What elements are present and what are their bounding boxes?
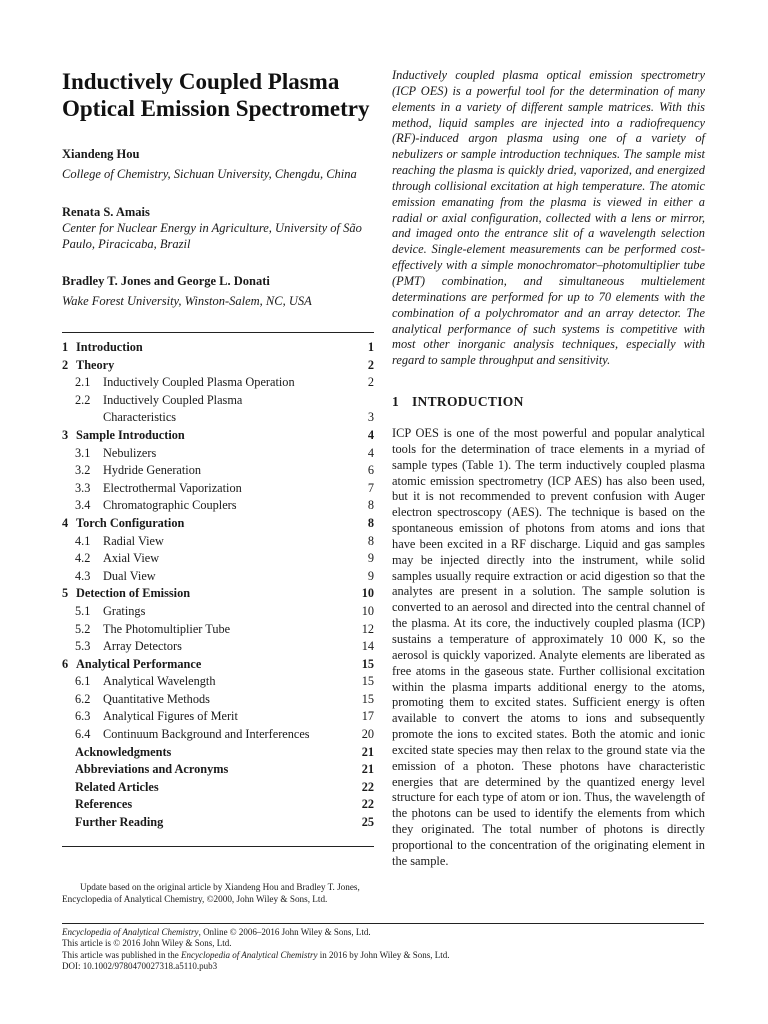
affiliation-2: Center for Nuclear Energy in Agriculture, University of São Paulo, Piracicaba, Brazil [62,221,362,251]
footer-line-1: Encyclopedia of Analytical Chemistry, Online © 2006–2016 John Wiley & Sons, Ltd. [62,927,371,937]
right-column [392,68,705,870]
article-title: Inductively Coupled Plasma Optical Emission Spectrometry [62,69,370,121]
page-footer [62,923,704,972]
toc-entry[interactable]: 3 Sample Introduction 4 [62,427,374,442]
toc-entry[interactable]: 2.1 Inductively Coupled Plasma Operation 2 [75,375,374,390]
toc-entry[interactable]: References 22 [75,797,374,812]
toc-entry[interactable]: 5.2 The Photomultiplier Tube 12 [75,621,374,636]
author-1: Xiandeng Hou [62,147,140,161]
toc-entry[interactable]: 2 Theory 2 [62,357,374,372]
footer-line-2: This article is © 2016 John Wiley & Sons, Ltd. [62,938,232,949]
author-3: Bradley T. Jones and George L. Donati [62,274,270,288]
abstract: Inductively coupled plasma optical emission spectrometry (ICP OES) is a powerful tool for the determination of many elements in a variety of different sample matrices. With this method, liquid samples are injected into a radiofrequency (RF)-induced argon plasma using one of a variety of nebulizers or sample introduction techniques. The sample mist reaching the plasma is quickly dried, vaporized, and energized through collisional excitation at high temperature. The atomic emission emanating from the plasma is viewed in either a radial or axial configuration, collected with a lens or mirror, and imaged onto the entrance slit of a wavelength selection device. Single-element measurements can be performed cost-effectively with a simple monochromator–photomultiplier tube (PMT) combination, and simultaneous multielement determinations are performed for up to 70 elements with the combination of a polychromator and an array detector. The analytical performance of such systems is competitive with most other inorganic analysis techniques, especially with regard to sample throughput and sensitivity. [392,68,705,368]
footer-line-3: This article was published in the Encyclopedia of Analytical Chemistry in 2016 by John Wiley & Sons, Ltd. [62,949,450,960]
table-of-contents [62,339,374,832]
left-column [62,68,374,847]
toc-entry[interactable]: 4.2 Axial View 9 [75,551,374,566]
toc-entry[interactable]: 1 Introduction 1 [62,340,374,354]
toc-bottom-rule [62,846,374,847]
section-heading-introduction: 1 INTRODUCTION [392,394,524,410]
footer-rule [62,923,704,924]
toc-top-rule [62,332,374,333]
toc-entry[interactable]: 6.3 Analytical Figures of Merit 17 [75,709,374,724]
affiliation-1: College of Chemistry, Sichuan University, Chengdu, China [62,167,357,181]
toc-entry[interactable]: Abbreviations and Acronyms 21 [75,762,374,777]
toc-entry[interactable]: 2.2 Inductively Coupled Plasma Characteristics 3 [75,392,374,425]
toc-entry[interactable]: 5.1 Gratings 10 [75,603,374,618]
footer-doi[interactable]: DOI: 10.1002/9780470027318.a5110.pub3 [62,960,218,971]
toc-entry[interactable]: 3.3 Electrothermal Vaporization 7 [75,480,374,495]
toc-entry[interactable]: Further Reading 25 [75,815,374,830]
toc-entry[interactable]: Related Articles 22 [75,779,374,794]
toc-entry[interactable]: 3.1 Nebulizers 4 [75,445,374,460]
toc-entry[interactable]: 5 Detection of Emission 10 [62,586,374,601]
toc-entry[interactable]: 6.1 Analytical Wavelength 15 [75,674,374,689]
toc-entry[interactable]: 6.4 Continuum Background and Interferences 20 [75,727,374,742]
toc-entry[interactable]: 4 Torch Configuration 8 [62,515,374,530]
toc-entry[interactable]: 5.3 Array Detectors 14 [75,639,374,654]
footnote: Update based on the original article by Xiandeng Hou and Bradley T. Jones, Encyclopedia of Analytical Chemistry, ©2000, John Wiley & Sons, Ltd. [62,882,360,904]
author-2: Renata S. Amais [62,205,150,219]
toc-entry[interactable]: 4.1 Radial View 8 [75,533,374,548]
toc-entry[interactable]: 3.4 Chromatographic Couplers 8 [75,498,374,513]
toc-entry[interactable]: 6.2 Quantitative Methods 15 [75,691,374,706]
toc-entry[interactable]: Acknowledgments 21 [75,744,374,759]
introduction-text: ICP OES is one of the most powerful and popular analytical tools for the determination of trace elements in a myriad of sample types (Table 1). The term inductively coupled plasma atomic emission spectrometry (ICP AES) has also been used, but it is not recommended to prevent confusion with Auger electron spectroscopy (AES). The technique is based on the spontaneous emission of photons from atoms and ions that have been excited in a RF discharge. Liquid and gas samples may be injected directly into the instrument, while solid samples usually require extraction or acid digestion so that the analytes are present in a solution. The sample solution is converted to an aerosol and directed into the central channel of the plasma. At its core, the inductively coupled plasma (ICP) sustains a temperature of approximately 10 000 K, so the aerosol is quickly vaporized. Analyte elements are liberated as free atoms in the gaseous state. Further collisional excitation within the plasma imparts additional energy to the atoms, promoting them to excited states. Sufficient energy is often available to convert the atoms to ions and subsequently promote the ions to excited states. Both the atomic and ionic excited state species may then relax to the ground state via the emission of a photon. These photons have characteristic energies that are determined by the quantized energy level structure for each type of atom or ion. Thus, the wavelength of the photons can be used to identify the elements from which they originated. The total number of photons is directly proportional to the concentration of the originating element in the sample. [392,426,705,868]
toc-entry[interactable]: 6 Analytical Performance 15 [62,656,374,671]
affiliation-3: Wake Forest University, Winston-Salem, NC, USA [62,294,312,308]
toc-entry[interactable]: 4.3 Dual View 9 [75,568,374,583]
toc-entry[interactable]: 3.2 Hydride Generation 6 [75,463,374,478]
